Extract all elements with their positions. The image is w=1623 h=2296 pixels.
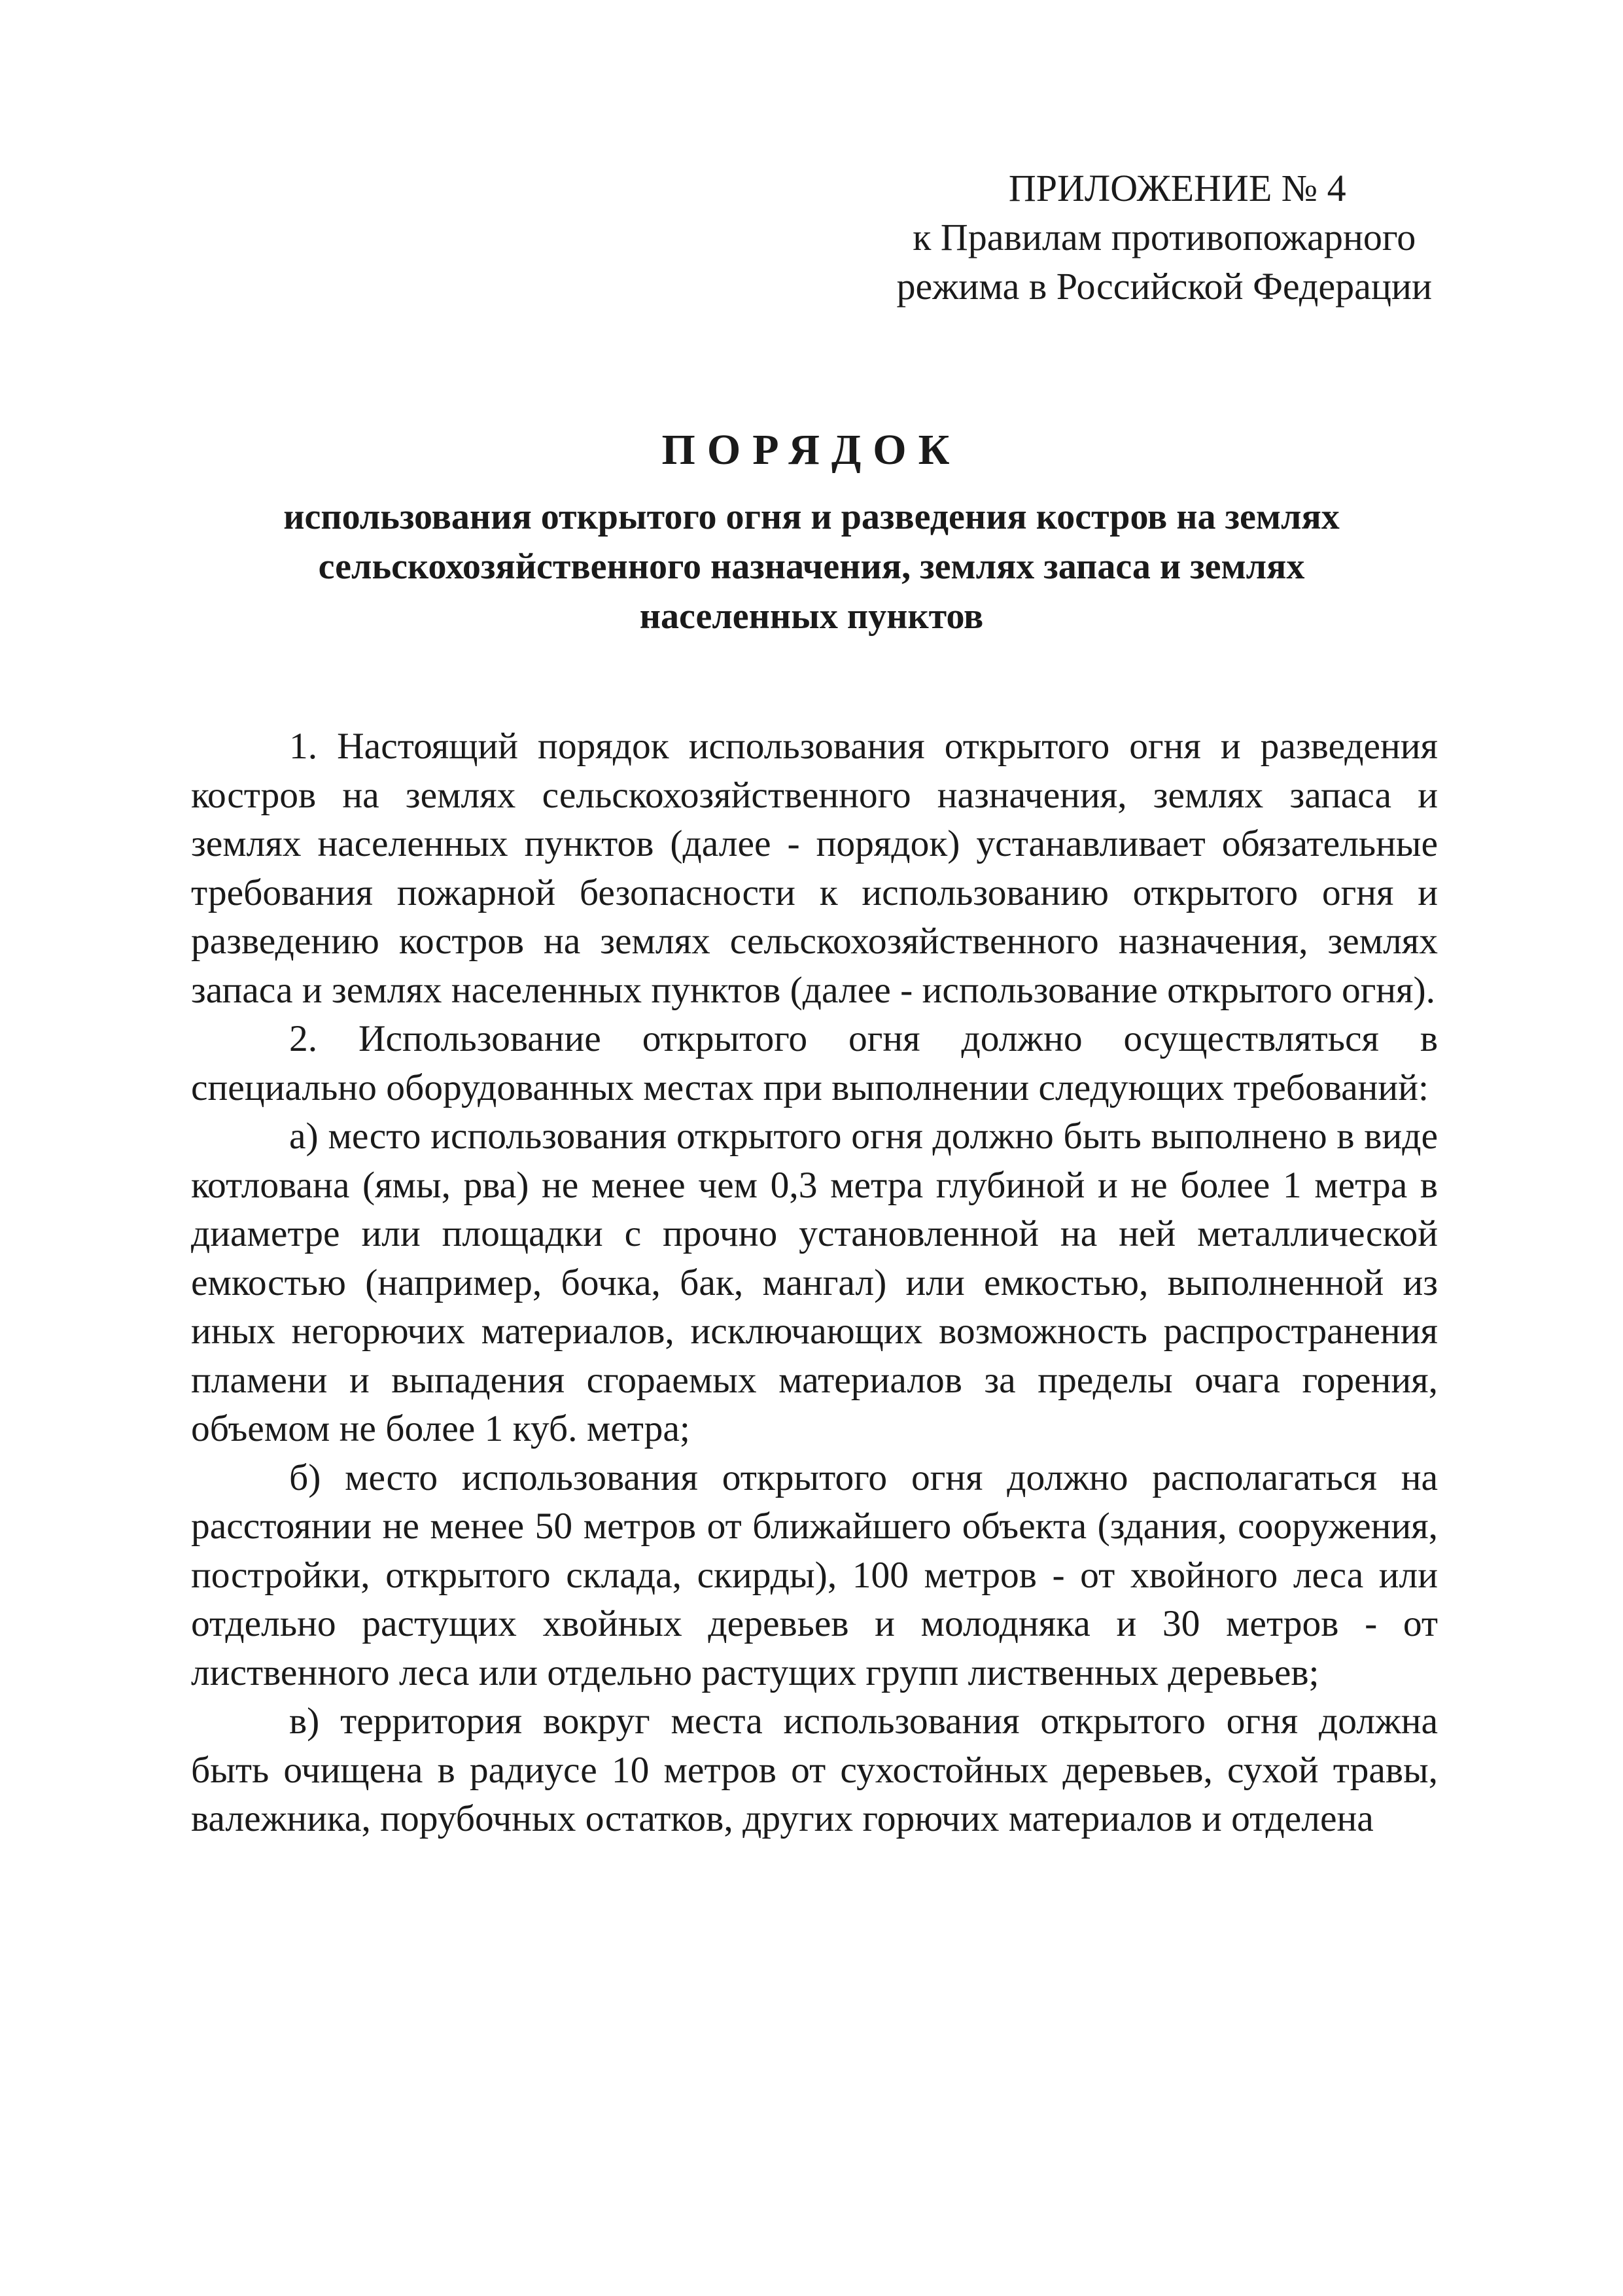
document-body [191, 722, 1438, 1844]
document-title: ПОРЯДОК [661, 426, 962, 474]
document-subtitle [196, 492, 1427, 641]
appendix-number: ПРИЛОЖЕНИЕ № 4 [1008, 167, 1346, 209]
paragraph-1: 1. Настоящий порядок использования открытого огня и разведения костров на землях сельскохозяйственного назначения, землях запаса и землях населенных пунктов (далее - порядок) устанавливает обязательные требования пожарной безопасности к использованию открытого огня и разведению костров на землях сельскохозяйственного назначения, землях запаса и землях населенных пунктов (далее - использование открытого огня). [191, 726, 1438, 1011]
subtitle-line: сельскохозяйственного назначения, землях запаса и землях [318, 546, 1305, 587]
appendix-reference-line2: режима в Российской Федерации [896, 265, 1432, 308]
paragraph-2: 2. Использование открытого огня должно осуществляться в специально оборудованных местах при выполнении следующих требований: [191, 1018, 1438, 1108]
appendix-reference-line1: к Правилам противопожарного [913, 216, 1416, 258]
paragraph-2a: а) место использования открытого огня должно быть выполнено в виде котлована (ямы, рва) не менее чем 0,3 метра глубиной и не более 1 метра в диаметре или площадки с прочно установленной на ней металлической емкостью (например, бочка, бак, мангал) или емкостью, выполненной из иных негорючих материалов, исключающих возможность распространения пламени и выпадения сгораемых материалов за пределы очага горения, объемом не более 1 куб. метра; [191, 1116, 1438, 1449]
appendix-header [896, 164, 1432, 311]
paragraph-2v: в) территория вокруг места использования открытого огня должна быть очищена в радиусе 10 метров от сухостойных деревьев, сухой травы, валежника, порубочных остатков, других горючих материалов и отделена [191, 1701, 1438, 1839]
paragraph-2b: б) место использования открытого огня должно располагаться на расстоянии не менее 50 метров от ближайшего объекта (здания, сооружения, постройки, открытого склада, скирды), 100 метров - от хвойного леса или отдельно растущих хвойных деревьев и молодняка и 30 метров - от лиственного леса или отдельно растущих групп лиственных деревьев; [191, 1457, 1438, 1693]
subtitle-line: населенных пунктов [639, 596, 984, 637]
subtitle-line: использования открытого огня и разведения костров на землях [283, 497, 1340, 537]
